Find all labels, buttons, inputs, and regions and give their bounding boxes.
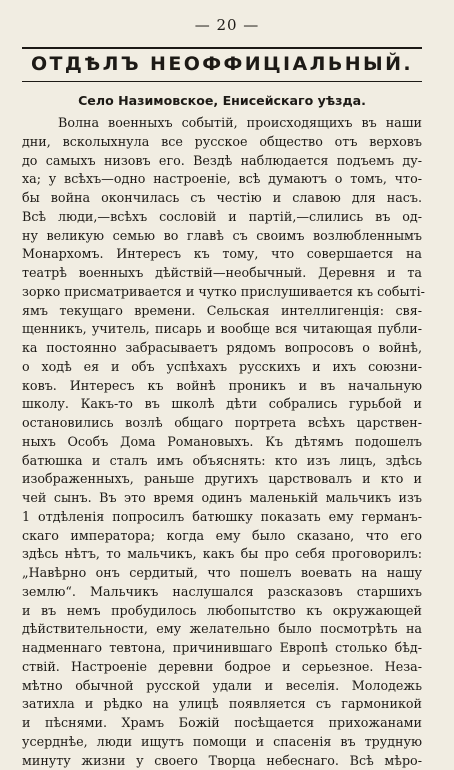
text-line: школу. Какъ-то въ школѣ дѣти собрались гурьбой и — [22, 395, 422, 414]
text-line: изображенныхъ, раньше другихъ царствовалъ и кто и — [22, 470, 422, 489]
text-line: ка постоянно забрасываетъ рядомъ вопросовъ о войнѣ, — [22, 339, 422, 358]
text-line: Монархомъ. Интересъ къ тому, что совершается на — [22, 245, 422, 264]
text-line: чей сынъ. Въ это время одинъ маленькій мальчикъ изъ — [22, 489, 422, 508]
text-line: щенникъ, учитель, писарь и вообще вся читающая публи- — [22, 320, 422, 339]
text-line: театрѣ военныхъ дѣйствій—необычный. Деревня и та — [22, 264, 422, 283]
text-line: скаго императора; когда ему было сказано, что его — [22, 527, 422, 546]
text-line: землю“. Мальчикъ наслушался разсказовъ старшихъ — [22, 583, 422, 602]
header-rule-bottom — [22, 81, 422, 82]
text-line: о ходѣ ея и объ успѣхахъ русскихъ и ихъ союзни- — [22, 358, 422, 377]
text-line: остановились возлѣ общаго портрета всѣхъ царствен- — [22, 414, 422, 433]
text-line: ха; у всѣхъ—одно настроеніе, всѣ думаютъ о томъ, что- — [22, 170, 422, 189]
text-line: до самыхъ низовъ его. Вездѣ наблюдается подъемъ ду- — [22, 152, 422, 171]
text-line: здѣсь нѣтъ, то мальчикъ, какъ бы про себя проговорилъ: — [22, 545, 422, 564]
page-number: — 20 — — [0, 16, 454, 34]
text-line: 1 отдѣленія попросилъ батюшку показать ему германъ- — [22, 508, 422, 527]
text-line: и въ немъ пробудилось любопытство къ окружающей — [22, 602, 422, 621]
text-line: бы война окончилась съ честію и славою для насъ. — [22, 189, 422, 208]
text-line: батюшка и сталъ имъ объяснять: кто изъ лицъ, здѣсь — [22, 452, 422, 471]
text-line: Волна военныхъ событій, происходящихъ въ наши — [22, 114, 422, 133]
header-rule-top — [22, 47, 422, 49]
article-body — [22, 114, 422, 770]
text-line: надменнаго тевтона, причинившаго Европѣ столько бѣд- — [22, 639, 422, 658]
section-title: ОТДѢЛЪ НЕОФФИЦІАЛЬНЫЙ. — [22, 53, 422, 75]
text-line: ямъ текущаго времени. Сельская интеллигенція: свя- — [22, 302, 422, 321]
text-line: зорко присматривается и чутко прислушивается къ событі- — [22, 283, 422, 302]
text-line: ковъ. Интересъ къ войнѣ проникъ и въ начальную — [22, 377, 422, 396]
text-line: „Навѣрно онъ сердитый, что пошелъ воевать на нашу — [22, 564, 422, 583]
text-line: затихла и рѣдко на улицѣ появляется съ гармоникой — [22, 695, 422, 714]
text-line: минуту жизни у своего Творца небеснаго. Всѣ мѣро- — [22, 752, 422, 770]
text-line: ну великую семью во главѣ съ своимъ возлюбленнымъ — [22, 227, 422, 246]
text-line: мѣтно обычной русской удали и веселія. Молодежь — [22, 677, 422, 696]
text-line: усерднѣе, люди ищутъ помощи и спасенія въ трудную — [22, 733, 422, 752]
text-line: и пѣснями. Храмъ Божій посѣщается прихожанами — [22, 714, 422, 733]
article-title: Село Назимовское, Енисейскаго уѣзда. — [22, 93, 422, 108]
text-line: ныхъ Особъ Дома Романовыхъ. Къ дѣтямъ подошелъ — [22, 433, 422, 452]
text-line: Всѣ люди,—всѣхъ сословій и партій,—слились въ од- — [22, 208, 422, 227]
text-line: дѣйствительности, ему желательно было посмотрѣть на — [22, 620, 422, 639]
text-line: ствій. Настроеніе деревни бодрое и серьезное. Неза- — [22, 658, 422, 677]
text-line: дни, всколыхнула все русское общество отъ верховъ — [22, 133, 422, 152]
